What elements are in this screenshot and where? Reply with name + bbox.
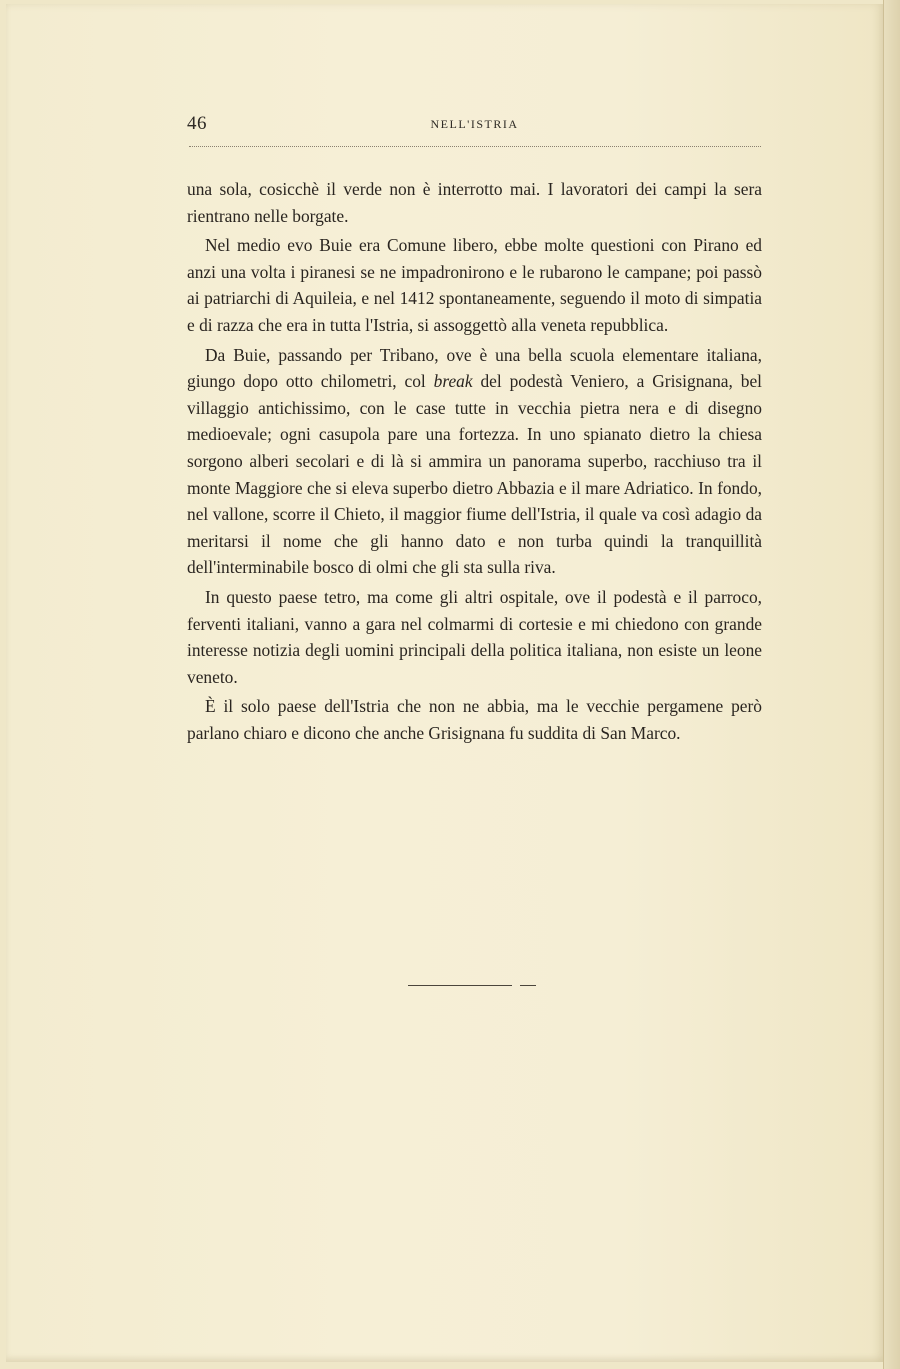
paragraph-4: In questo paese tetro, ma come gli altri ospitale, ove il podestà e il parroco, ferventi italiani, vanno a gara nel colmarmi di cortesie e mi chiedono con grande interesse notizia degli uomini principali della politica italiana, non esiste un leone veneto. [187,586,762,687]
paragraph-3-end: del podestà Veniero, a Grisignana, bel villaggio antichissimo, con le case tutte in vecchia pietra nera e di disegno medioevale; ogni casupola pare una fortezza. In uno spianato dietro la chiesa sorgono alberi secolari e di là si ammira un panorama superbo, racchiuso tra il monte Maggiore che si eleva superbo dietro Abbazia e il mare Adriatico. In fondo, nel vallone, scorre il Chieto, il maggior fiume dell'Istria, il quale va così adagio da meritarsi il nome che gli hanno dato e non turba quindi la tranquillità dell'interminabile bosco di olmi che gli sta sulla riva. [187,371,763,578]
end-of-chapter-rule [408,985,536,987]
page-header [187,113,762,143]
paragraph-1: una sola, cosicchè il verde non è interrotto mai. I lavoratori dei campi la sera rientrano nelle borgate. [187,179,762,226]
paragraph-3 [187,342,762,581]
end-rule-long-segment [408,985,512,986]
header-divider [189,146,761,147]
page-edge [883,0,900,1369]
paragraph-2: Nel medio evo Buie era Comune libero, ebbe molte questioni con Pirano ed anzi una volta i piranesi se ne impadronirono e le rubarono le campane; poi passò ai patriarchi di Aquileia, e nel 1412 spontaneamente, seguendo il moto di simpatia e di razza che era in tutta l'Istria, si assoggettò alla veneta repubblica. [187,235,762,335]
paragraph-3-start: Da Buie, passando per Tribano, ove è una bella scuola elementare italiana, giungo dopo otto chilometri, col [187,344,762,392]
body-text [187,176,762,749]
italic-word-break: break [433,371,473,392]
end-rule-short-segment [520,985,536,986]
paragraph-5: È il solo paese dell'Istria che non ne abbia, ma le vecchie pergamene però parlano chiaro e dicono che anche Grisignana fu suddita di San Marco. [187,696,762,743]
page-number: 46 [187,113,207,134]
running-head: NELL'ISTRIA [430,117,519,131]
